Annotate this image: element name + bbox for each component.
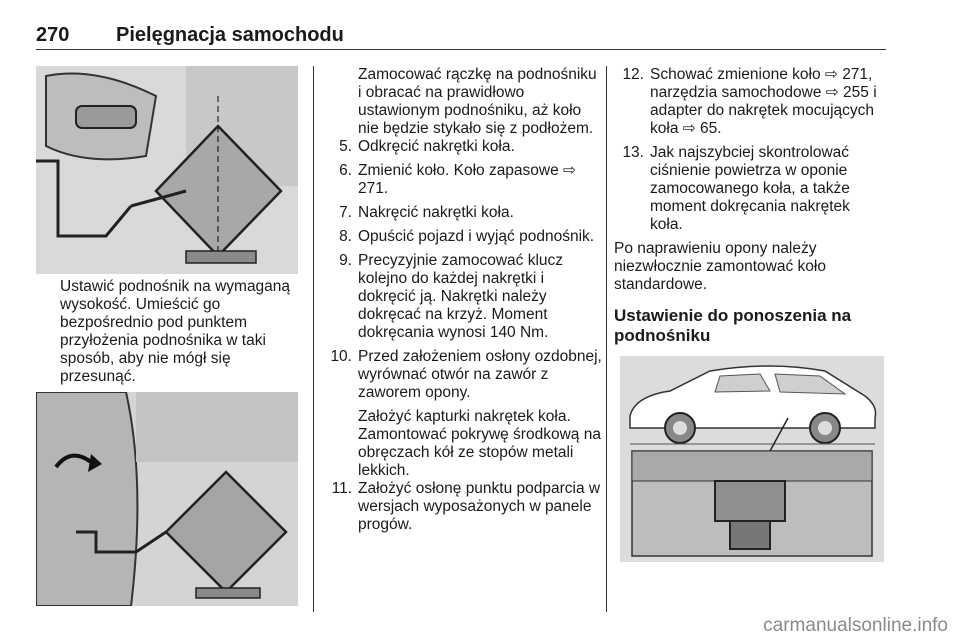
chapter-title: Pielęgnacja samochodu	[116, 24, 344, 46]
sub-paragraph-cover: Zamontować pokrywę środkową na obręczach kół ze stopów metali lekkich.	[358, 426, 601, 479]
watermark: carmanualsonline.info	[763, 615, 948, 636]
caption-text: Ustawić podnośnik na wymaganą wysokość. Umieścić go bezpośrednio pod punktem przyłożenia podnośnika w taki sposób, aby nie mógł się przesunąć.	[60, 278, 291, 385]
page-number: 270	[36, 24, 70, 46]
step-item: 5. Odkręcić nakrętki koła.	[339, 138, 515, 155]
header-rule	[36, 49, 886, 50]
column-1	[60, 278, 300, 386]
column-3	[614, 66, 886, 346]
step-item: 13. Jak najszybciej skontrolować ciśnienie powietrza w oponie zamocowanego koła, a także moment dokręcania nakrętek koła.	[622, 144, 850, 233]
step-item: 11. Założyć osłonę punktu podparcia w wersjach wyposażonych w panele progów.	[331, 480, 601, 533]
column-divider-2	[606, 66, 607, 612]
step-item: 9. Precyzyjnie zamocować klucz kolejno do każdej nakrętki i dokręcić ją. Nakrętki należy dokręcać na krzyż. Moment dokręcania wynosi 140 Nm.	[339, 252, 564, 341]
steps-list-12-13	[614, 66, 886, 234]
page-header	[36, 22, 886, 52]
intro-paragraph: Zamocować rączkę na podnośniku i obracać na prawidłowo ustawionym podnośniku, aż koło nie będzie stykało się z podłożem.	[358, 66, 597, 137]
car-lift-illustration	[620, 356, 884, 562]
jack-under-sill-illustration	[36, 66, 298, 274]
jack-with-wheel-illustration	[36, 392, 298, 606]
step-item: 8. Opuścić pojazd i wyjąć podnośnik.	[339, 228, 595, 245]
section-heading: Ustawienie do ponoszenia na podnośniku	[614, 306, 852, 345]
step-item: 7. Nakręcić nakrętki koła.	[339, 204, 514, 221]
step-item: 12. Schować zmienione koło ⇨ 271, narzędzia samochodowe ⇨ 255 i adapter do nakrętek mocujących koła ⇨ 65.	[622, 66, 877, 137]
sub-paragraph-caps: Założyć kapturki nakrętek koła.	[358, 408, 571, 425]
step-item: 6. Zmienić koło. Koło zapasowe ⇨ 271.	[339, 162, 577, 197]
repair-paragraph: Po naprawieniu opony należy niezwłocznie zamontować koło standardowe.	[614, 240, 826, 293]
column-divider-1	[313, 66, 314, 612]
steps-list-11	[322, 480, 602, 534]
step-item: 10. Przed założeniem osłony ozdobnej, wyrównać otwór na zawór z zaworem opony.	[330, 348, 602, 401]
column-2	[322, 66, 602, 540]
steps-list-5-10	[322, 138, 602, 402]
